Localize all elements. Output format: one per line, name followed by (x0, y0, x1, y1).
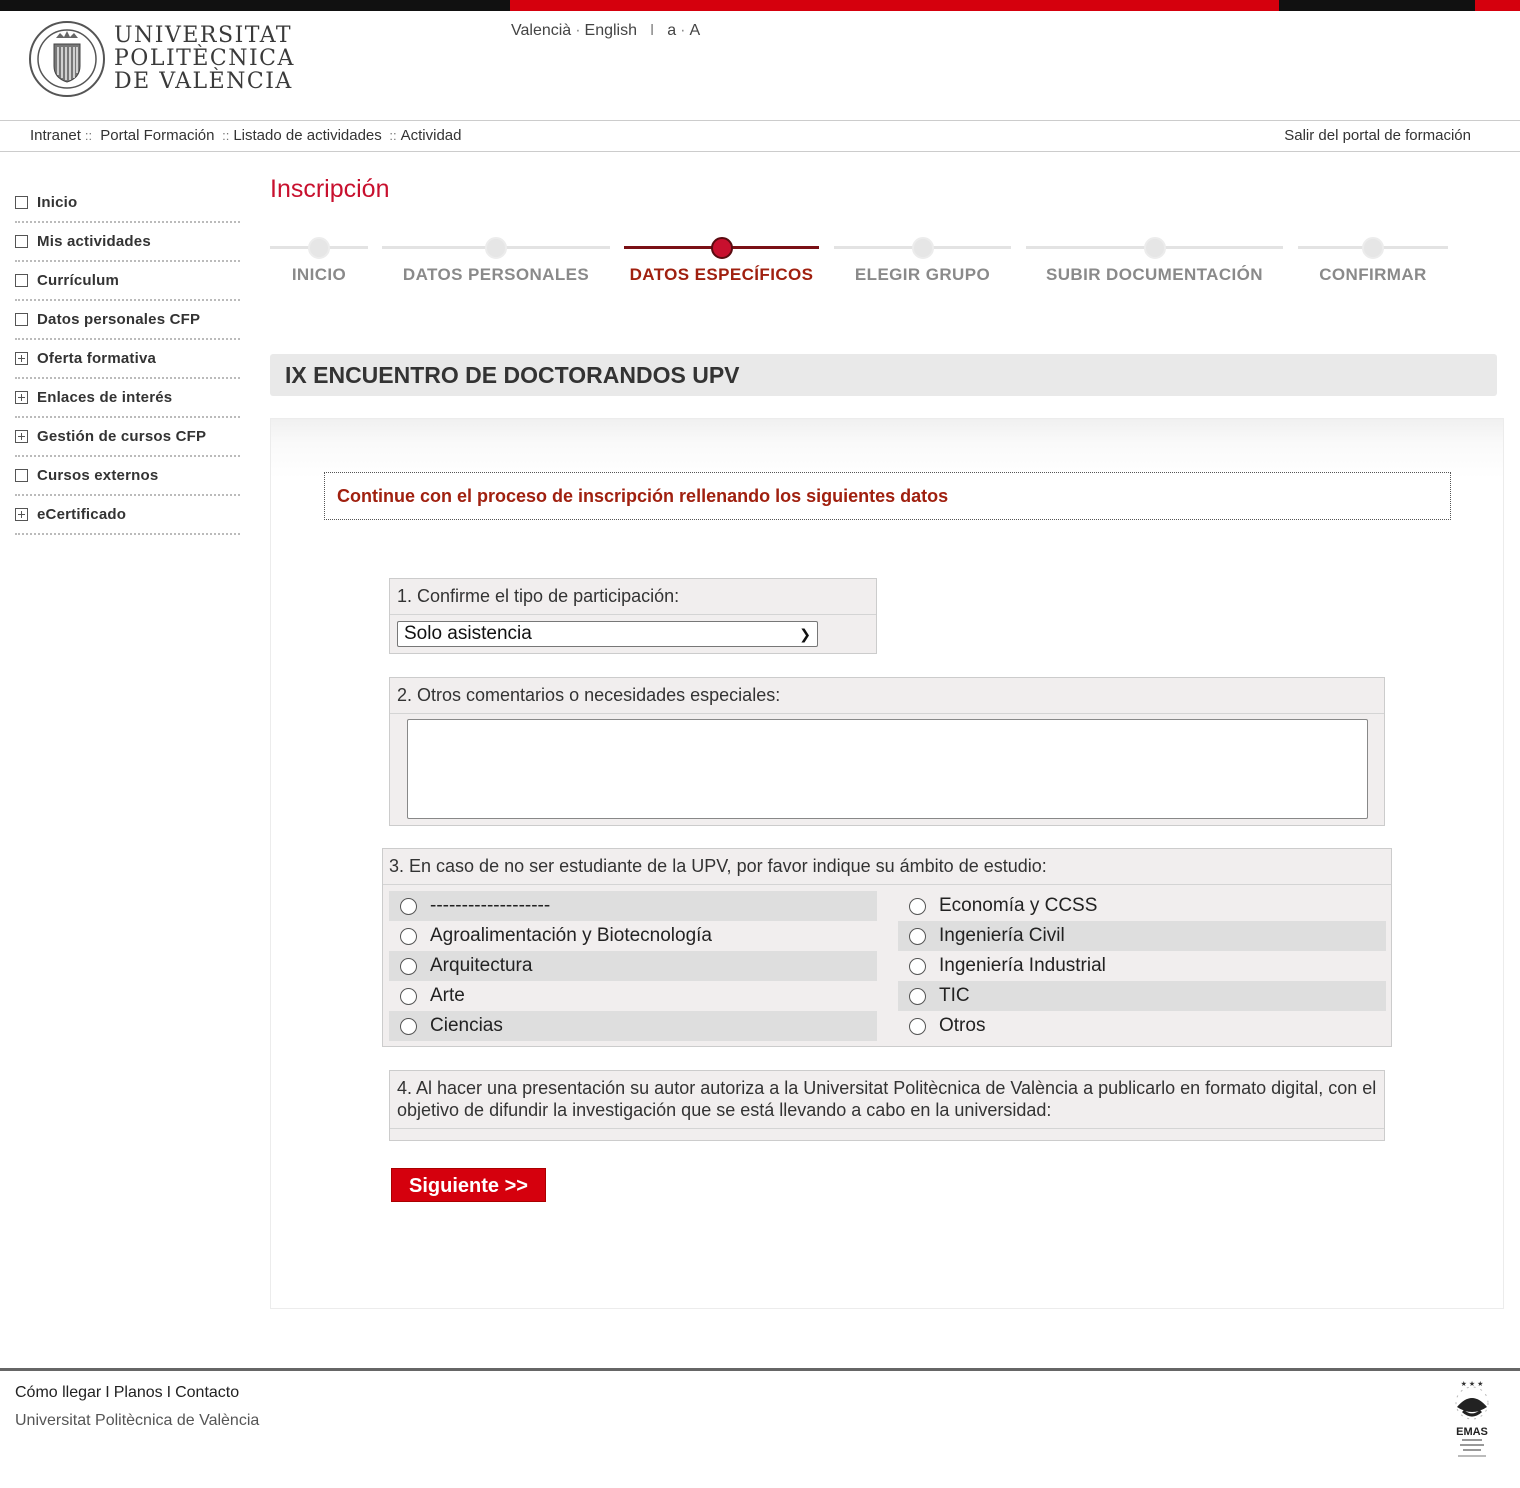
step-label: INICIO (291, 265, 347, 284)
step-label: CONFIRMAR (1319, 265, 1427, 284)
university-seal-icon (28, 20, 106, 98)
footer-link-como-llegar[interactable]: Cómo llegar (15, 1384, 102, 1401)
sidebar-item-inicio[interactable] (15, 184, 240, 223)
top-red-strip (510, 0, 1279, 11)
sidebar-item-gestion-cursos[interactable] (15, 418, 240, 457)
separator: · (680, 22, 686, 39)
university-name-line-1: UNIVERSITAT (114, 23, 293, 48)
square-icon (15, 274, 28, 287)
plus-box-icon[interactable] (15, 391, 28, 404)
square-icon (15, 313, 28, 326)
sidebar-item-enlaces[interactable] (15, 379, 240, 418)
radio-button[interactable] (909, 988, 926, 1005)
emas-label: EMAS (1456, 1426, 1488, 1438)
sidebar-item-label: eCertificado (37, 506, 127, 523)
radio-label: Economía y CCSS (939, 895, 1098, 916)
breadcrumb-separator: :: (84, 128, 93, 143)
step-dot (912, 237, 934, 259)
top-color-bar (0, 0, 1520, 11)
footer-links (15, 1384, 239, 1402)
sidebar-item-label: Currículum (37, 272, 120, 289)
page-title: Inscripción (270, 175, 390, 203)
sidebar-item-label: Enlaces de interés (37, 389, 173, 406)
plus-box-icon[interactable] (15, 352, 28, 365)
square-icon (15, 196, 28, 209)
radio-label: Agroalimentación y Biotecnología (430, 925, 713, 946)
radio-button[interactable] (400, 898, 417, 915)
form-notice: Continue con el proceso de inscripción rellenando los siguientes datos (324, 472, 1451, 520)
radio-option[interactable] (389, 891, 877, 921)
footer (0, 1368, 1520, 1488)
radio-button[interactable] (400, 928, 417, 945)
sidebar-item-label: Datos personales CFP (37, 311, 201, 328)
radio-button[interactable] (400, 988, 417, 1005)
radio-option[interactable] (898, 891, 1386, 921)
radio-option[interactable] (389, 1011, 877, 1041)
event-title: IX ENCUENTRO DE DOCTORANDOS UPV (270, 354, 1497, 396)
separator: I (645, 22, 659, 39)
emas-logo-icon[interactable] (1445, 1377, 1499, 1463)
radio-option[interactable] (389, 921, 877, 951)
language-switcher (511, 22, 700, 40)
step-dot (1362, 237, 1384, 259)
sidebar-item-label: Cursos externos (37, 467, 159, 484)
question-label: 1. Confirme el tipo de participación: (390, 579, 876, 615)
breadcrumb-bar (0, 120, 1520, 152)
lang-valencia-link[interactable]: Valencià (511, 22, 572, 39)
sidebar-item-cursos-externos[interactable] (15, 457, 240, 496)
square-icon (15, 469, 28, 482)
sidebar-menu (15, 184, 240, 535)
top-red-strip-right (1475, 0, 1520, 11)
radio-option[interactable] (389, 951, 877, 981)
step-label: ELEGIR GRUPO (854, 265, 991, 284)
radio-option[interactable] (898, 921, 1386, 951)
progress-steps (270, 233, 1450, 293)
svg-text:★ ★ ★: ★ ★ ★ (1460, 1381, 1484, 1388)
radio-button[interactable] (909, 1018, 926, 1035)
comments-textarea[interactable] (407, 719, 1368, 819)
step-label: SUBIR DOCUMENTACIÓN (1046, 265, 1263, 284)
radio-label: ------------------- (430, 895, 551, 916)
radio-label: Otros (939, 1015, 986, 1036)
radio-button[interactable] (400, 958, 417, 975)
separator: I (105, 1384, 110, 1401)
chevron-down-icon: ❯ (799, 626, 811, 642)
step-dot (1144, 237, 1166, 259)
university-name (114, 24, 295, 93)
question-study-field (382, 848, 1392, 1047)
separator: I (166, 1384, 172, 1401)
question-label: 4. Al hacer una presentación su autor autoriza a la Universitat Politècnica de València a publicarlo en formato digital, con el objetivo de difundir la investigación que se está llevando a cabo en la universidad: (390, 1071, 1384, 1129)
breadcrumb-listado[interactable]: Listado de actividades (233, 127, 382, 144)
radio-button[interactable] (909, 958, 926, 975)
step-dot-active (711, 237, 733, 259)
radio-option[interactable] (898, 981, 1386, 1011)
step-label: DATOS ESPECÍFICOS (629, 265, 814, 284)
radio-label: Arquitectura (430, 955, 533, 976)
breadcrumb-separator: :: (385, 128, 397, 143)
next-button[interactable]: Siguiente >> (391, 1168, 546, 1202)
radio-button[interactable] (909, 928, 926, 945)
radio-label: TIC (939, 985, 970, 1006)
breadcrumb-portal-formacion[interactable]: Portal Formación (100, 127, 215, 144)
radio-button[interactable] (400, 1018, 417, 1035)
radio-label: Ingeniería Civil (939, 925, 1065, 946)
sidebar-item-curriculum[interactable] (15, 262, 240, 301)
sidebar-item-label: Gestión de cursos CFP (37, 428, 207, 445)
radio-button[interactable] (909, 898, 926, 915)
logout-link[interactable]: Salir del portal de formación (1284, 127, 1471, 144)
sidebar-item-mis-actividades[interactable] (15, 223, 240, 262)
question-label: 3. En caso de no ser estudiante de la UPV, por favor indique su ámbito de estudio: (383, 849, 1391, 885)
breadcrumb-separator: :: (218, 128, 230, 143)
step-dot (308, 237, 330, 259)
sidebar-item-label: Mis actividades (37, 233, 151, 250)
university-name-line-3: DE VALÈNCIA (114, 69, 293, 94)
question-participation-type (389, 578, 877, 654)
breadcrumb (30, 127, 462, 144)
breadcrumb-intranet[interactable]: Intranet (30, 127, 81, 144)
font-small-link[interactable]: a (667, 22, 677, 39)
separator: · (575, 22, 581, 39)
step-label: DATOS PERSONALES (402, 265, 590, 284)
university-logo[interactable] (28, 20, 295, 100)
radio-option[interactable] (898, 951, 1386, 981)
square-icon (15, 235, 28, 248)
plus-box-icon[interactable] (15, 430, 28, 443)
step-dot (485, 237, 507, 259)
footer-link-contacto[interactable]: Contacto (175, 1384, 240, 1401)
university-name-line-2: POLITÈCNICA (114, 46, 295, 71)
sidebar-item-datos-personales[interactable] (15, 301, 240, 340)
sidebar-item-ecertificado[interactable] (15, 496, 240, 535)
lang-english-link[interactable]: English (584, 22, 637, 39)
question-label: 2. Otros comentarios o necesidades especiales: (390, 678, 1384, 714)
question-comments (389, 677, 1385, 826)
font-large-link[interactable]: A (689, 22, 701, 39)
radio-column-right (898, 891, 1386, 1041)
sidebar-item-label: Inicio (37, 194, 78, 211)
participation-type-select[interactable] (397, 621, 818, 647)
radio-label: Ciencias (430, 1015, 503, 1036)
radio-label: Ingeniería Industrial (939, 955, 1106, 976)
select-value: Solo asistencia (404, 623, 532, 644)
footer-link-planos[interactable]: Planos (113, 1384, 163, 1401)
radio-label: Arte (430, 985, 465, 1006)
radio-column-left (389, 891, 877, 1041)
radio-option[interactable] (389, 981, 877, 1011)
plus-box-icon[interactable] (15, 508, 28, 521)
sidebar-item-oferta-formativa[interactable] (15, 340, 240, 379)
question-publication-consent (389, 1070, 1385, 1141)
breadcrumb-actividad: Actividad (400, 127, 462, 144)
radio-option[interactable] (898, 1011, 1386, 1041)
footer-university-name: Universitat Politècnica de València (15, 1412, 260, 1429)
sidebar-item-label: Oferta formativa (37, 350, 157, 367)
